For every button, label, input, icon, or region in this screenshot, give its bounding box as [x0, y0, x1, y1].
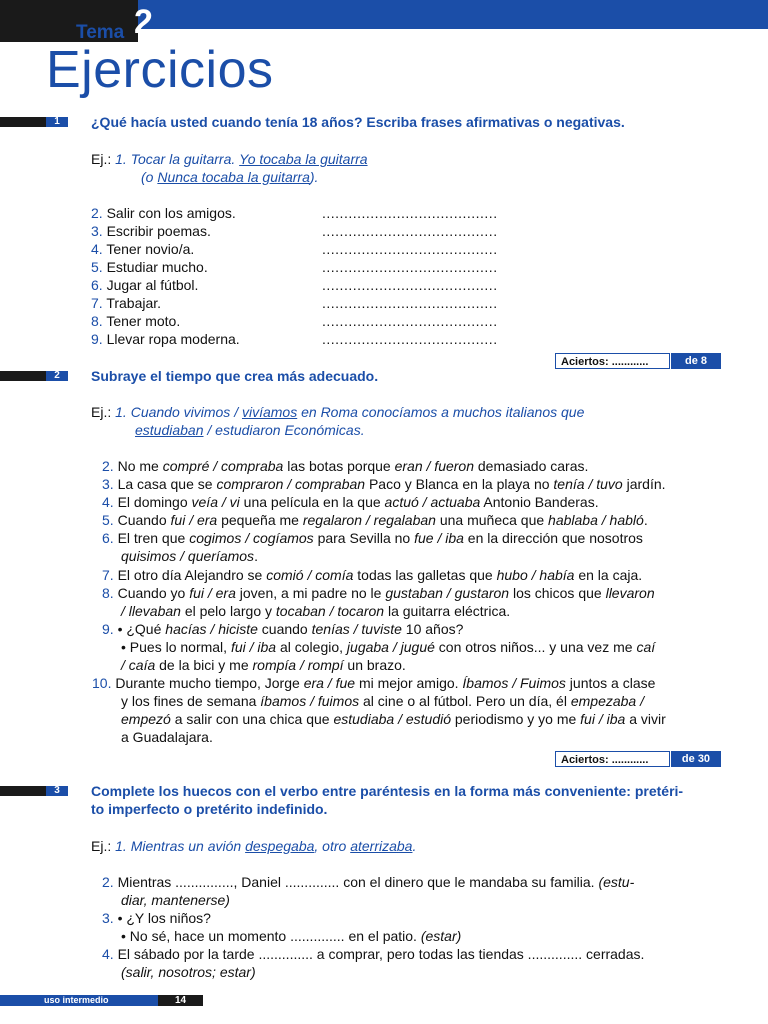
answer-blank[interactable]: ........................................ [322, 259, 498, 275]
answer-blank[interactable]: ........................................ [322, 313, 498, 329]
answer-blank[interactable]: ........................................ [322, 331, 498, 347]
exercise-1-example-alt: (o Nunca tocaba la guitarra). [141, 169, 319, 185]
exercise-2-marker: 2 [0, 371, 68, 381]
example-answer: Yo tocaba la guitarra [239, 151, 368, 167]
page-title: Ejercicios [46, 41, 274, 99]
list-item: (salir, nosotros; estar) [121, 964, 256, 980]
exercise-2-instruction: Subraye el tiempo que crea más adecuado. [91, 368, 379, 384]
list-item: 9. Llevar ropa moderna. [91, 331, 240, 347]
list-item: 9. • ¿Qué hacías / hiciste cuando tenías / tuviste 10 años? [102, 621, 464, 637]
list-item: 3. Escribir poemas. [91, 223, 211, 239]
list-item: 8. Tener moto. [91, 313, 181, 329]
footer-book-name: uso intermedio [44, 995, 109, 1005]
list-item: 7. Trabajar. [91, 295, 162, 311]
exercise-1-instruction: ¿Qué hacía usted cuando tenía 18 años? Escriba frases afirmativas o negativas. [91, 114, 625, 130]
list-item: 4. Tener novio/a. [91, 241, 195, 257]
exercise-1-example: Ej.: 1. Tocar la guitarra. Yo tocaba la guitarra [91, 151, 368, 167]
list-item: • Pues lo normal, fui / iba al colegio, jugaba / jugué con otros niños... y una vez me caí [121, 639, 656, 655]
list-item: • No sé, hace un momento .............. en el patio. (estar) [121, 928, 462, 944]
list-item: 3. • ¿Y los niños? [102, 910, 211, 926]
exercise-2-example-cont: estudiaban / estudiaron Económicas. [135, 422, 365, 438]
exercise-3-example: Ej.: 1. Mientras un avión despegaba, otro aterrizaba. [91, 838, 417, 854]
list-item: diar, mantenerse) [121, 892, 230, 908]
list-item: a Guadalajara. [121, 729, 213, 745]
list-item: 10. Durante mucho tiempo, Jorge era / fue mi mejor amigo. Íbamos / Fuimos juntos a clase [92, 675, 656, 691]
list-item: 8. Cuando yo fui / era joven, a mi padre no le gustaban / gustaron los chicos que llevaron [102, 585, 655, 601]
list-item: / llevaban el pelo largo y tocaban / tocaron la guitarra eléctrica. [121, 603, 511, 619]
list-item: quisimos / queríamos. [121, 548, 258, 564]
list-item: 3. La casa que se compraron / compraban Paco y Blanca en la playa no tenía / tuvo jardín. [102, 476, 666, 492]
answer-blank[interactable]: ........................................ [322, 277, 498, 293]
list-item: 5. Estudiar mucho. [91, 259, 208, 275]
exercise-2-example: Ej.: 1. Cuando vivimos / vivíamos en Roma conocíamos a muchos italianos que [91, 404, 585, 420]
list-item: 5. Cuando fui / era pequeña me regalaron / regalaban una muñeca que hablaba / habló. [102, 512, 648, 528]
list-item: y los fines de semana íbamos / fuimos al cine o al fútbol. Pero un día, él empezaba / [121, 693, 644, 709]
header-blue-band [138, 0, 768, 29]
exercise-3-marker: 3 [0, 786, 68, 796]
list-item: 2. No me compré / compraba las botas porque eran / fueron demasiado caras. [102, 458, 589, 474]
answer-blank[interactable]: ........................................ [322, 205, 498, 221]
tema-label: Tema [76, 22, 125, 43]
list-item: 6. El tren que cogimos / cogíamos para Sevilla no fue / iba en la dirección que nosotros [102, 530, 643, 546]
exercise-1-number: 1 [46, 117, 68, 127]
answer-blank[interactable]: ........................................ [322, 241, 498, 257]
list-item: 4. El domingo veía / vi una película en la que actuó / actuaba Antonio Banderas. [102, 494, 599, 510]
answer-blank[interactable]: ........................................ [322, 295, 498, 311]
score-label: Aciertos: ............ [555, 353, 670, 369]
exercise-1-marker [0, 117, 68, 127]
tema-number: 2 [134, 3, 153, 41]
list-item: 7. El otro día Alejandro se comió / comía todas las galletas que hubo / había en la caja. [102, 567, 643, 583]
answer-blank[interactable]: ........................................ [322, 223, 498, 239]
list-item: 4. El sábado por la tarde .............. a comprar, pero todas las tiendas .............. cerradas. [102, 946, 645, 962]
score-total: de 8 [671, 353, 721, 369]
exercise-3-instruction: Complete los huecos con el verbo entre paréntesis en la forma más conveniente: pretéri- to imperfecto o pretérito indefinido. [91, 783, 684, 817]
page-number: 14 [158, 995, 203, 1006]
list-item: 6. Jugar al fútbol. [91, 277, 199, 293]
score-box-2: Aciertos: ............ de 30 [555, 751, 721, 767]
list-item: empezó a salir con una chica que estudiaba / estudió periodismo y yo me fui / iba a vivir [121, 711, 666, 727]
list-item: 2. Salir con los amigos. [91, 205, 236, 221]
list-item: 2. Mientras ..............., Daniel .............. con el dinero que le mandaba su familia. (estu- [102, 874, 635, 890]
list-item: / caía de la bici y me rompía / rompí un brazo. [121, 657, 406, 673]
